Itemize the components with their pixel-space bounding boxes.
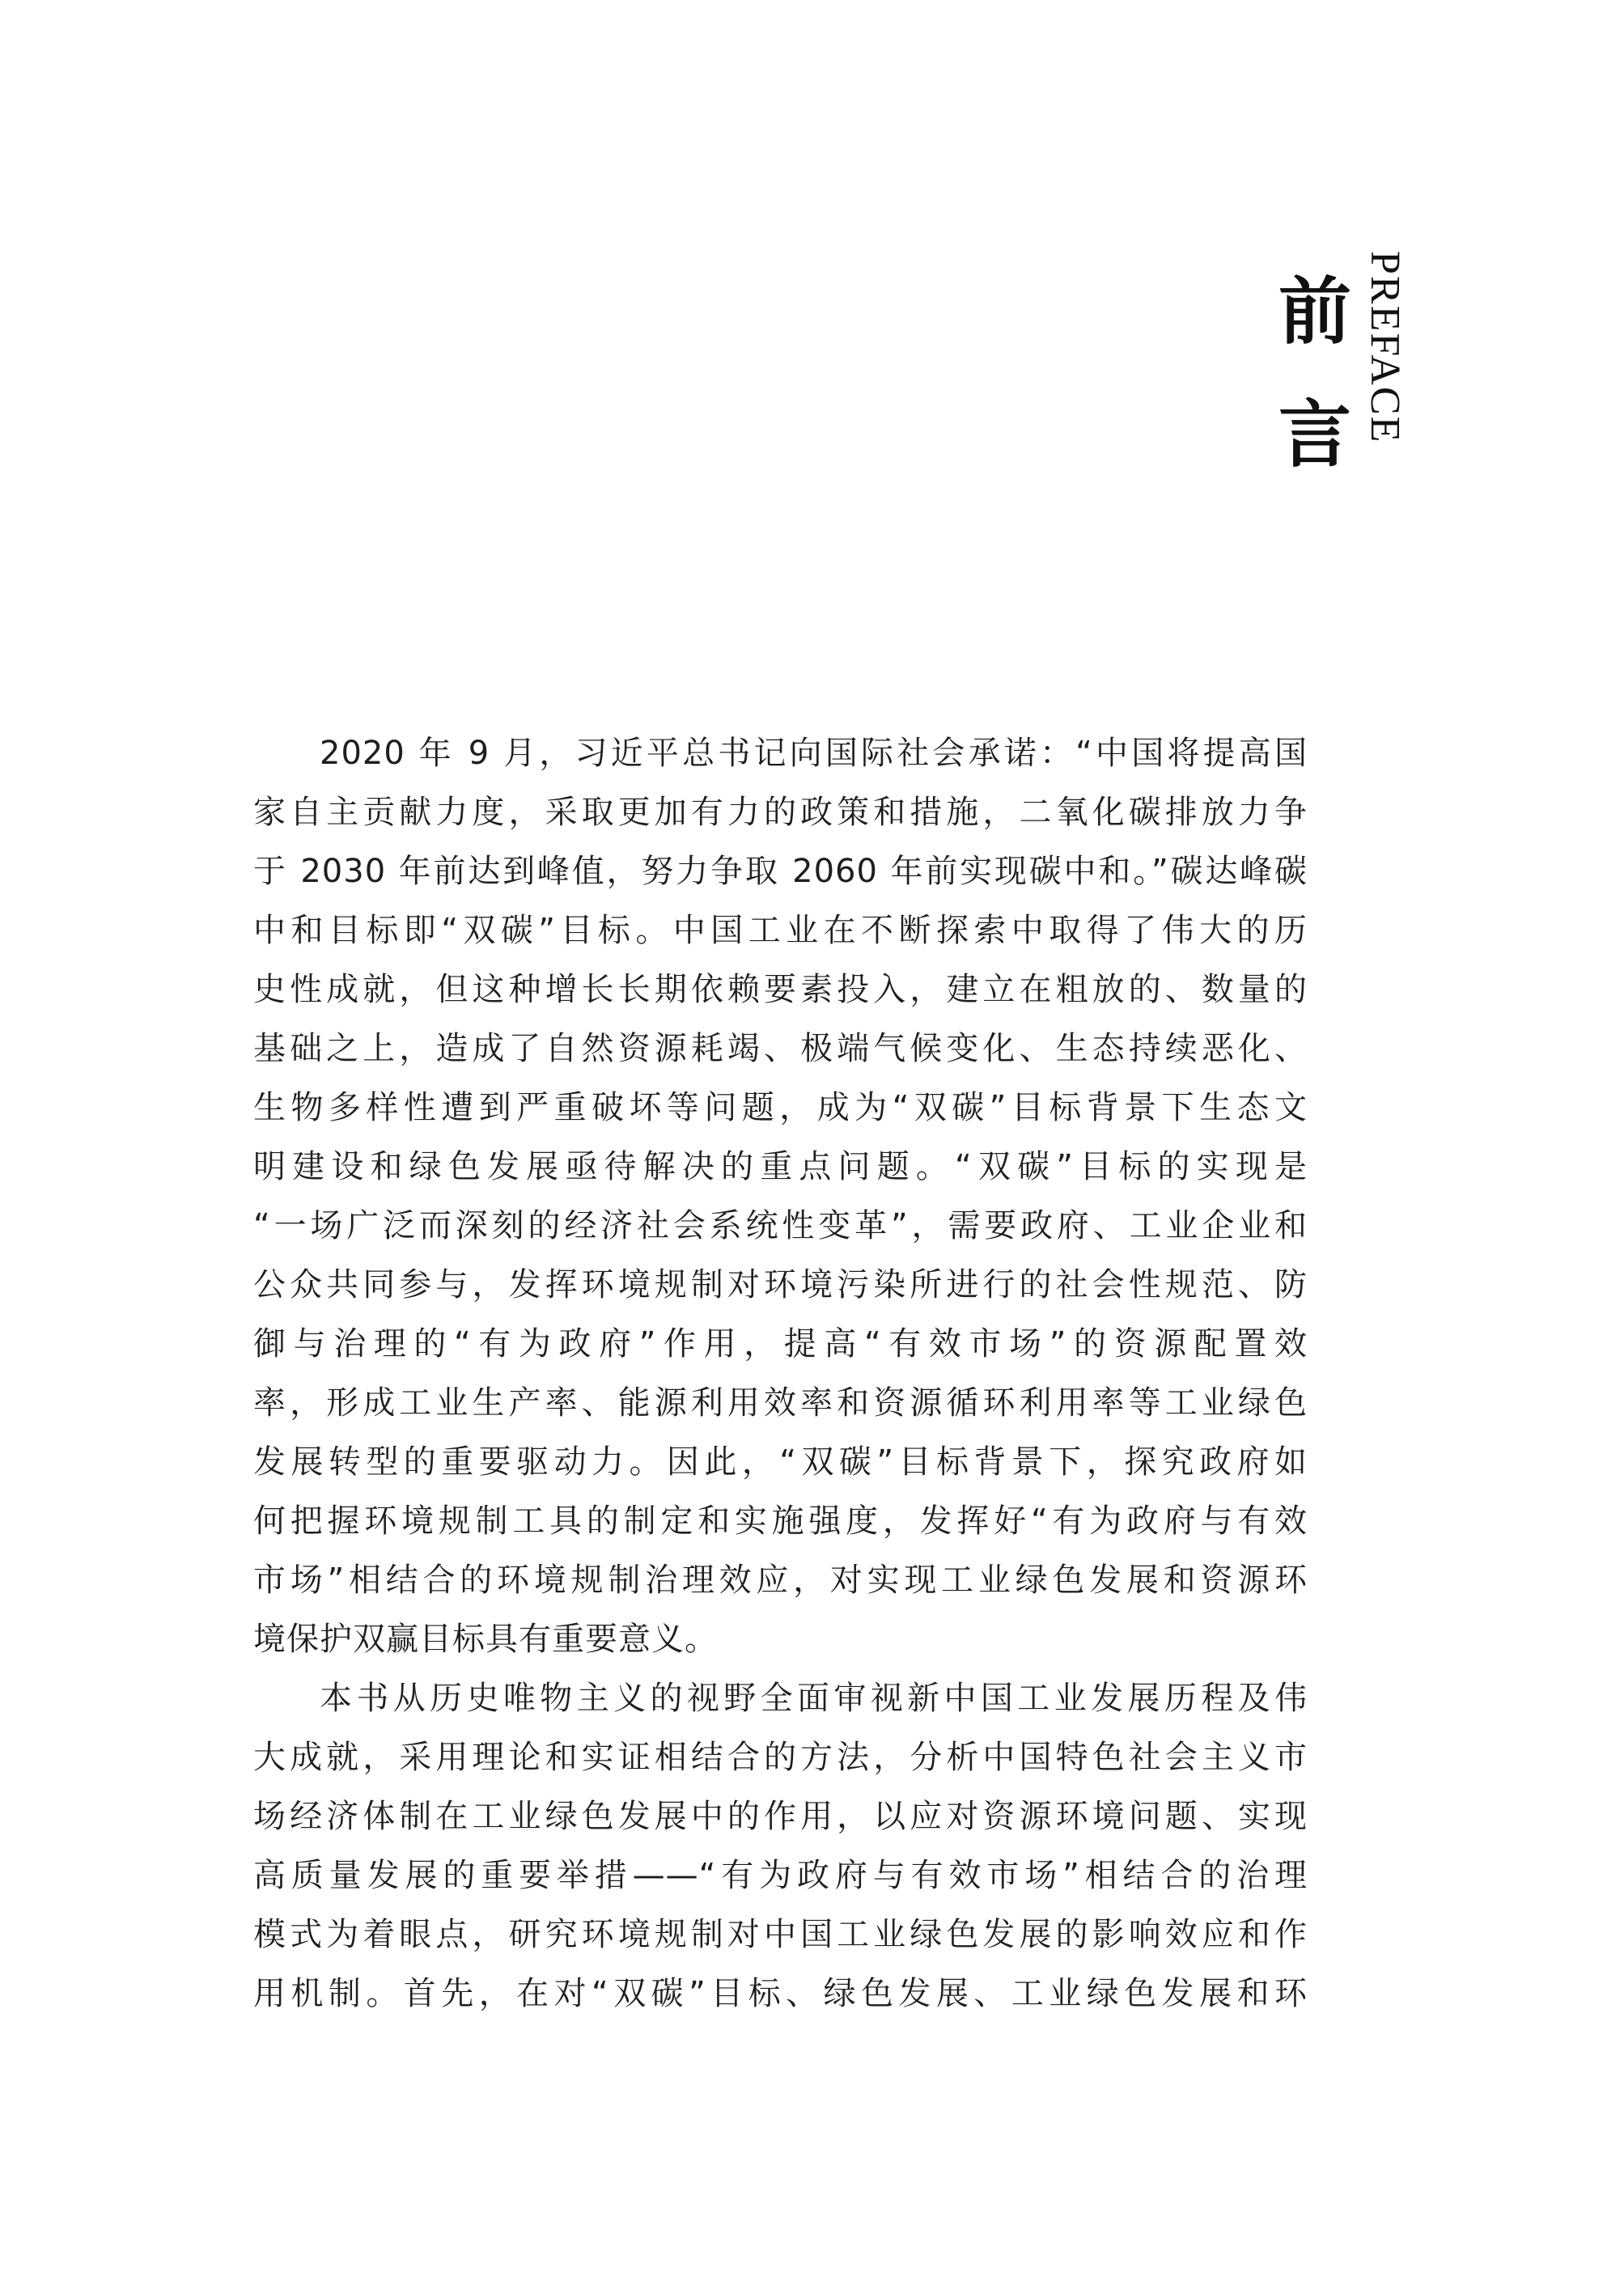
preface-body xyxy=(253,724,1308,2024)
text-line: 家自主贡献力度，采取更加有力的政策和措施，二氧化碳排放力争 xyxy=(253,794,1308,831)
text-line: 御与治理的“有为政府”作用，提高“有效市场”的资源配置效 xyxy=(253,1325,1308,1363)
text-line: 大成就，采用理论和实证相结合的方法，分析中国特色社会主义市 xyxy=(253,1739,1308,1776)
text-line: 模式为着眼点，研究环境规制对中国工业绿色发展的影响效应和作 xyxy=(253,1916,1308,1953)
text-line: 市场”相结合的环境规制治理效应，对实现工业绿色发展和资源环 xyxy=(253,1562,1308,1599)
text-line: 场经济体制在工业绿色发展中的作用，以应对资源环境问题、实现 xyxy=(253,1798,1308,1835)
text-line: 发展转型的重要驱动力。因此，“双碳”目标背景下，探究政府如 xyxy=(253,1443,1308,1481)
text-line: 用机制。首先，在对“双碳”目标、绿色发展、工业绿色发展和环 xyxy=(253,1975,1308,2012)
text-line: “一场广泛而深刻的经济社会系统性变革”，需要政府、工业企业和 xyxy=(253,1207,1308,1244)
text-line: 明建设和绿色发展亟待解决的重点问题。“双碳”目标的实现是 xyxy=(253,1148,1308,1185)
preface-title-block xyxy=(1274,251,1408,477)
text-line: 本书从历史唯物主义的视野全面审视新中国工业发展历程及伟 xyxy=(320,1680,1308,1717)
title-char-2: 言 xyxy=(1278,392,1351,477)
text-line: 2020 年 9 月，习近平总书记向国际社会承诺：“中国将提高国 xyxy=(320,735,1308,772)
english-title: PREFACE xyxy=(1362,251,1408,444)
text-line: 率，形成工业生产率、能源利用效率和资源循环利用率等工业绿色 xyxy=(253,1384,1308,1422)
chinese-title xyxy=(1274,251,1355,497)
text-line: 公众共同参与，发挥环境规制对环境污染所进行的社会性规范、防 xyxy=(253,1266,1308,1303)
title-char-1: 前 xyxy=(1278,269,1351,354)
text-line: 于 2030 年前达到峰值，努力争取 2060 年前实现碳中和。”碳达峰碳 xyxy=(253,853,1308,890)
text-line: 境保护双赢目标具有重要意义。 xyxy=(253,1621,718,1658)
text-line: 生物多样性遭到严重破坏等问题，成为“双碳”目标背景下生态文 xyxy=(253,1089,1308,1126)
text-line: 何把握环境规制工具的制定和实施强度，发挥好“有为政府与有效 xyxy=(253,1503,1308,1540)
text-line: 基础之上，造成了自然资源耗竭、极端气候变化、生态持续恶化、 xyxy=(253,1030,1308,1067)
text-line: 高质量发展的重要举措——“有为政府与有效市场”相结合的治理 xyxy=(253,1857,1308,1894)
text-line: 中和目标即“双碳”目标。中国工业在不断探索中取得了伟大的历 xyxy=(253,912,1308,949)
text-line: 史性成就，但这种增长长期依赖要素投入，建立在粗放的、数量的 xyxy=(253,971,1308,1008)
